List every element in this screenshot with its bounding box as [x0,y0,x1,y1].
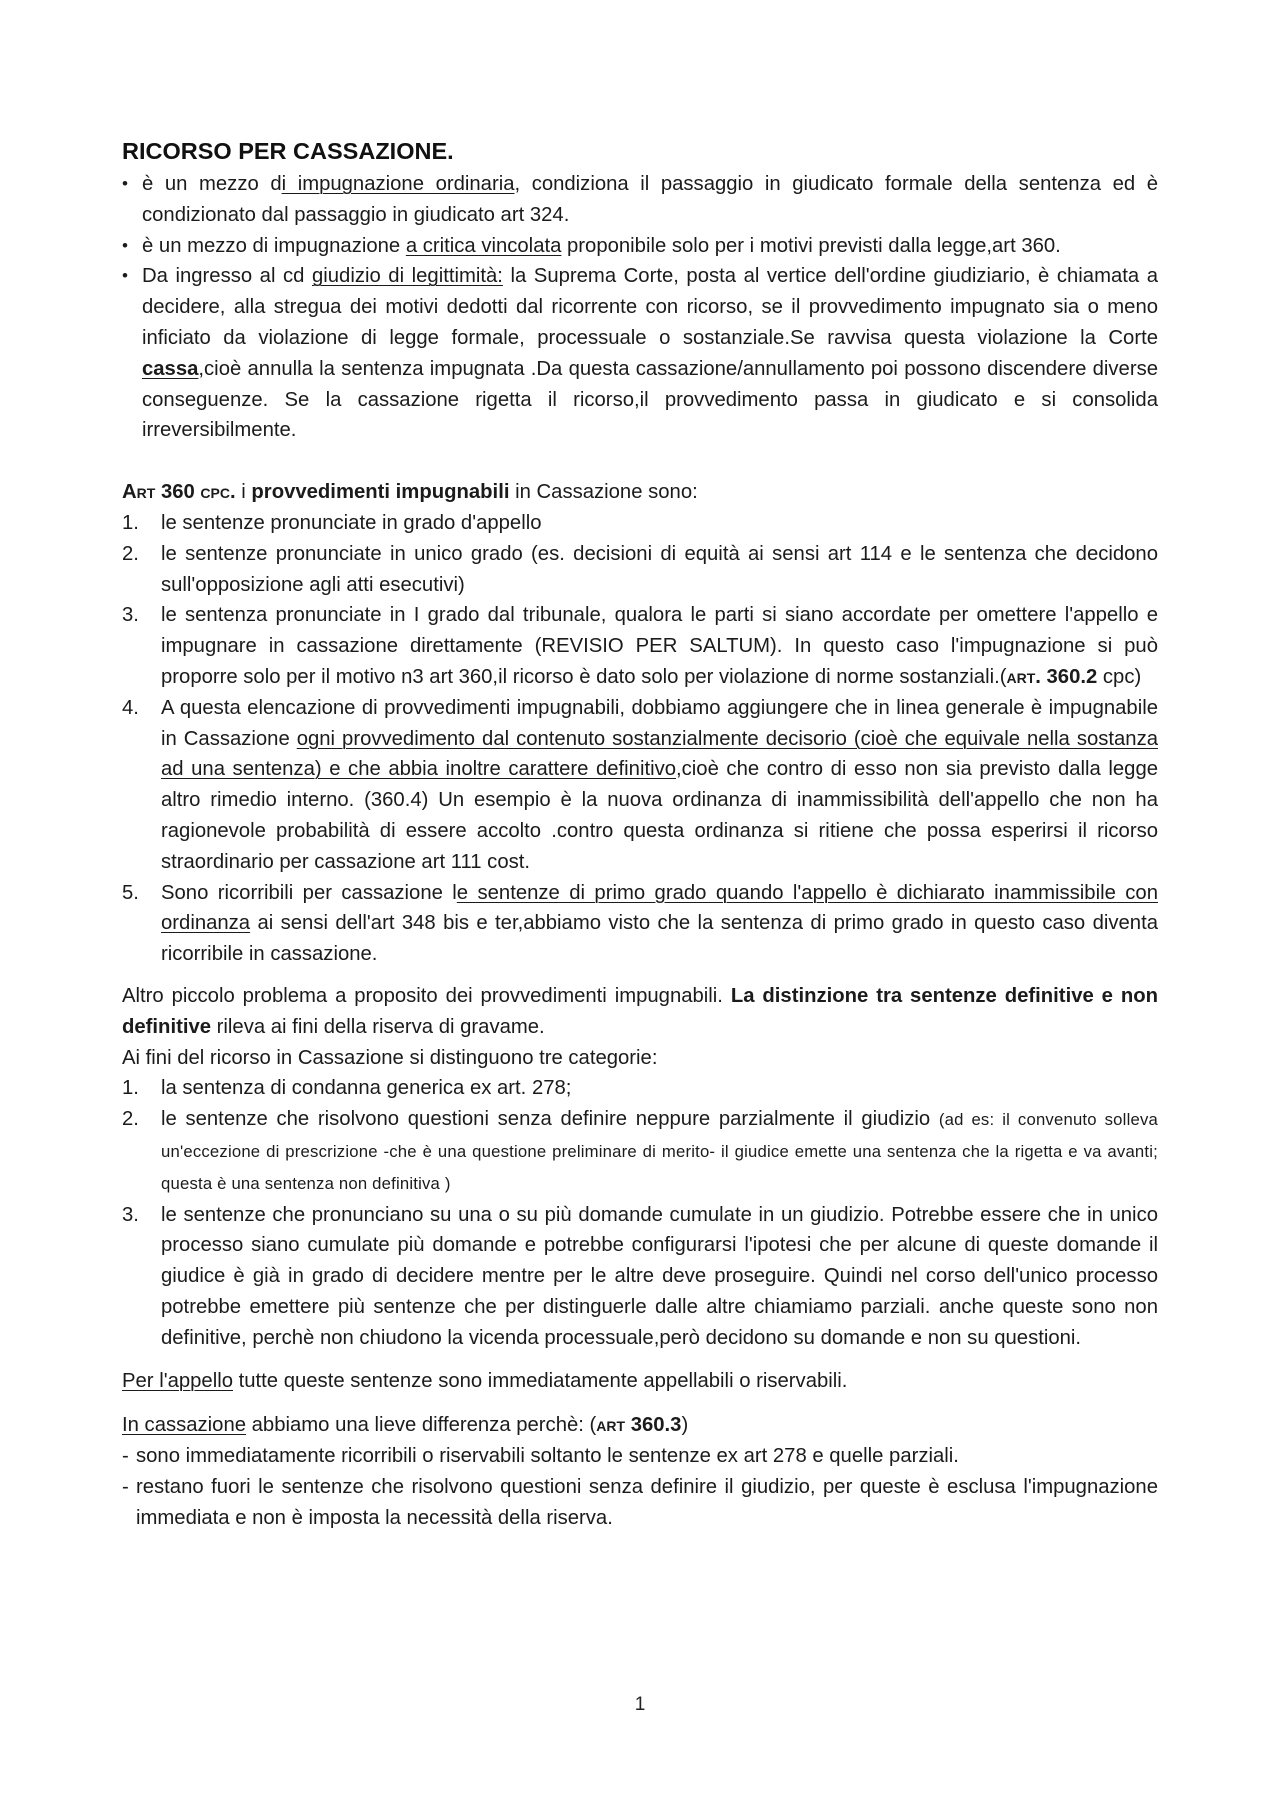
list-item [122,878,1158,970]
text: le sentenze che risolvono questioni senza definire neppure parzialmente il giudizio [161,1108,939,1131]
distinction-paragraph [122,981,1158,1043]
small-note: (ad es: il convenuto solleva un'eccezione di prescrizione -che è una questione preliminare di merito- il giudice emette una sentenza che la rigetta e va avanti; questa è una sentenza non definitiva ) [161,1110,1158,1193]
list-item [122,1472,1158,1534]
cassazione-paragraph [122,1410,1158,1441]
list-item [122,600,1158,692]
dash-marker: - [122,1445,129,1468]
text: le sentenze pronunciate in grado d'appello [161,511,542,534]
article-number: 360.3 [625,1414,682,1437]
art360-numbered-list [122,508,1158,970]
item-number: 3. [122,604,139,627]
intro-bullet-list [122,169,1158,446]
underlined-text: giudizio di legittimità: [311,265,503,288]
page-number: 1 [634,1694,646,1715]
text: la sentenza di condanna generica ex art. 278; [161,1077,572,1100]
item-number: 1. [122,1077,139,1100]
underlined-text: Per l'appello [122,1370,233,1393]
text: tutte queste sentenze sono immediatamente appellabili o riservabili. [232,1370,848,1393]
text: le sentenza pronunciate in I grado dal tribunale, qualora le parti si siano accordate per omettere l'appello e impugnare in cassazione direttamente (REVISIO PER SALTUM). In questo caso l'impugnazione si può proporre solo per il motivo n3 art 360,il ricorso è dato solo per violazione di norme sostanziali.( [161,604,1158,688]
text: ,cioè che contro di esso non sia previsto dalla legge altro rimedio interno. (360.4) Un esempio è la nuova ordinanza di inammissibilità dell'appello che non ha ragionevole probabilità di essere accolto .contro questa ordinanza si ritiene che possa esperirsi il ricorso straordinario per cassazione art 111 cost. [161,758,1159,873]
dash-marker: - [122,1475,129,1498]
list-item [122,261,1158,446]
page-title: RICORSO PER CASSAZIONE. [122,138,454,164]
underlined-text: In cassazione [122,1414,247,1437]
text: ai sensi dell'art 348 bis e ter,abbiamo visto che la sentenza di primo grado in questo caso diventa ricorribile in cassazione. [161,912,1158,966]
article-reference: Art 360 cpc. [122,481,236,504]
article-number: 360.2 [1040,665,1098,688]
item-number: 3. [122,1203,139,1226]
underlined-text: cassa [142,357,199,380]
text: restano fuori le sentenze che risolvono questioni senza definire il giudizio, per queste è esclusa l'impugnazione immediata e non è imposta la necessità della riserva. [136,1475,1158,1529]
list-item [122,1073,1158,1104]
item-number: 5. [122,881,139,904]
bold-text: provvedimenti impugnabili [251,481,510,504]
text: proponibile solo per i motivi previsti dalla legge,art 360. [561,234,1061,257]
text: Sono ricorribili per cassazione l [161,881,457,904]
text: è un mezzo d [142,173,282,195]
text: cpc) [1097,665,1142,688]
list-item [122,539,1158,601]
list-item [122,169,1158,231]
categories-numbered-list [122,1073,1158,1353]
list-item [122,1104,1158,1199]
item-number: 1. [122,511,139,534]
article-reference: art [596,1414,626,1437]
item-number: 2. [122,1108,139,1131]
text: le sentenze pronunciate in unico grado (es. decisioni di equità ai sensi art 114 e le sentenza che decidono sull'opposizione agli atti esecutivi) [161,542,1158,596]
text: ,cioè annulla la sentenza impugnata .Da questa cassazione/annullamento poi possono discendere diverse conseguenze. Se la cassazione rigetta il ricorso,il provvedimento passa in giudicato e si consolida irreversibilmente. [142,357,1158,442]
text: ) [681,1414,689,1437]
text: Da ingresso al cd [142,265,312,288]
underlined-text: a critica vincolata [405,234,562,257]
text: rileva ai fini della riserva di gravame. [211,1015,545,1038]
underlined-text: ogni provvedimento dal contenuto sostanzialmente decisorio (cioè che equivale nella sostanza ad una sentenza) e che abbia inoltre carattere definitivo [161,727,1158,781]
underlined-text: i impugnazione ordinaria [281,173,515,195]
text: è un mezzo di impugnazione [142,234,406,257]
list-item [122,1441,1158,1472]
text: Altro piccolo problema a proposito dei provvedimenti impugnabili. [122,984,731,1007]
art360-heading [122,477,1158,508]
text: i [235,481,252,504]
text: sono immediatamente ricorribili o riservabili soltanto le sentenze ex art 278 e quelle parziali. [136,1445,959,1468]
text: la Suprema Corte, posta al vertice dell'ordine giudiziario, è chiamata a decidere, alla stregua dei motivi dedotti dal ricorrente con ricorso, se il provvedimento impugnato sia o meno inficiato da violazione di legge formale, processuale o sostanziale.Se ravvisa questa violazione la Corte [142,265,1158,349]
text: in Cassazione sono: [509,481,698,504]
text: A questa elencazione di provvedimenti impugnabili, dobbiamo aggiungere che in linea generale è impugnabile in Cassazione [161,696,1158,750]
text: , condiziona il passaggio in giudicato formale della sentenza ed è condizionato dal passaggio in giudicato art 324. [142,173,1158,226]
document-body [122,134,1158,1533]
appello-paragraph [122,1366,1158,1397]
bold-text: La distinzione tra sentenze definitive e non definitive [122,984,1159,1038]
list-item [122,1200,1158,1354]
list-item [122,693,1158,878]
categories-intro: Ai fini del ricorso in Cassazione si distinguono tre categorie: [122,1046,658,1069]
text: abbiamo una lieve differenza perchè: ( [246,1414,597,1437]
item-number: 2. [122,542,139,565]
text: le sentenze che pronunciano su una o su più domande cumulate in un giudizio. Potrebbe essere che in unico processo siano cumulate più domande e potrebbe configurarsi l'ipotesi che per alcune di queste domande il giudice è già in grado di decidere mentre per le altre deve proseguire. Quindi nel corso dell'unico processo potrebbe emettere più sentenze che per distinguerle dalle altre chiamiamo parziali. anche queste sono non definitive, perchè non chiudono la vicenda processuale,però decidono su domande e non su questioni. [161,1203,1158,1349]
underlined-text: e sentenze di primo grado quando l'appello è dichiarato inammissibile con ordinanza [161,881,1158,935]
list-item [122,231,1158,262]
article-reference: art. [1006,665,1041,688]
cassazione-dash-list [122,1441,1158,1533]
item-number: 4. [122,696,139,719]
list-item [122,508,1158,539]
